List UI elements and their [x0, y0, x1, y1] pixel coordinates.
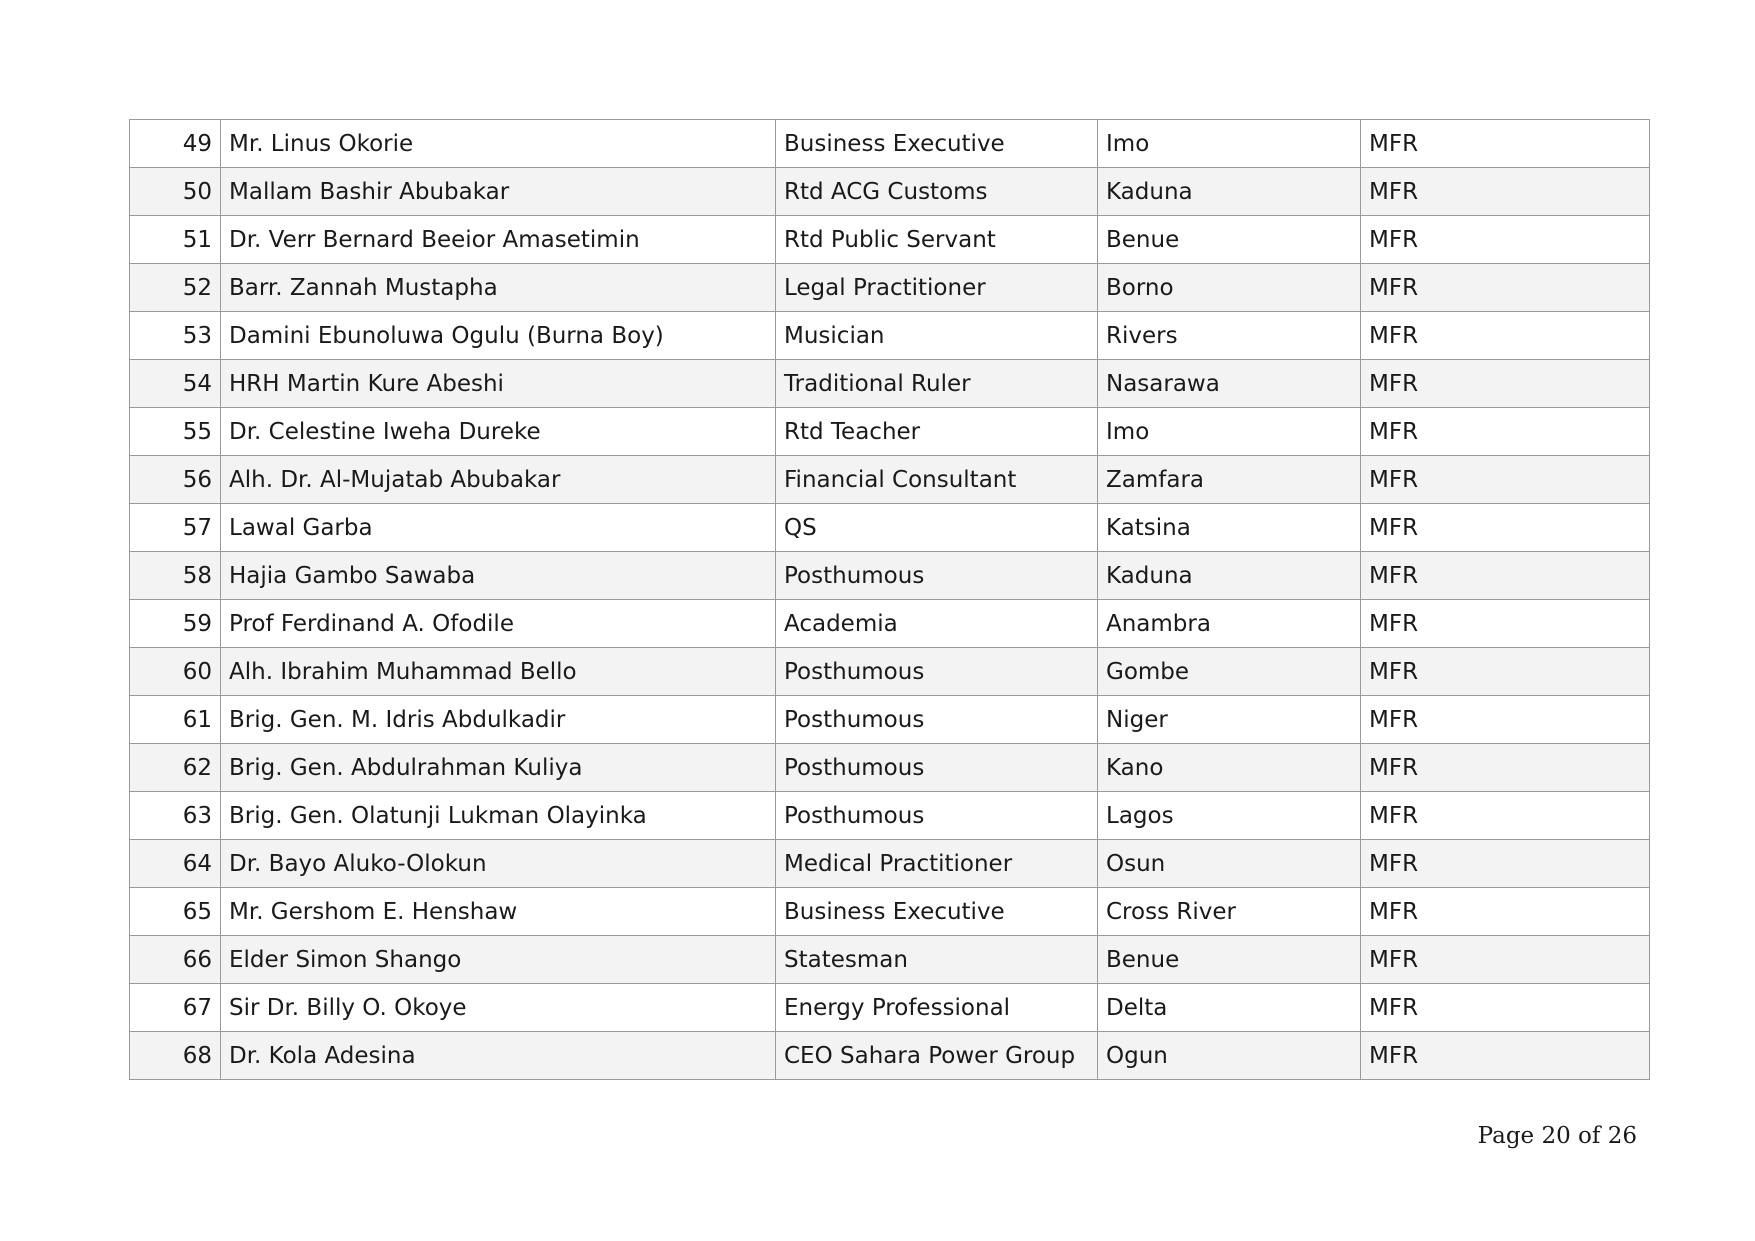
serial-number-cell: 67	[130, 984, 221, 1032]
serial-number-cell: 51	[130, 216, 221, 264]
award-cell: MFR	[1361, 312, 1650, 360]
occupation-cell: Rtd Teacher	[776, 408, 1098, 456]
serial-number-cell: 62	[130, 744, 221, 792]
table-row	[130, 744, 1650, 792]
serial-number-cell: 54	[130, 360, 221, 408]
state-cell: Benue	[1098, 936, 1361, 984]
state-cell: Ogun	[1098, 1032, 1361, 1080]
occupation-cell: Posthumous	[776, 648, 1098, 696]
state-cell: Niger	[1098, 696, 1361, 744]
serial-number-cell: 52	[130, 264, 221, 312]
occupation-cell: Legal Practitioner	[776, 264, 1098, 312]
name-cell: Barr. Zannah Mustapha	[221, 264, 776, 312]
state-cell: Borno	[1098, 264, 1361, 312]
award-cell: MFR	[1361, 792, 1650, 840]
table-row	[130, 696, 1650, 744]
state-cell: Zamfara	[1098, 456, 1361, 504]
name-cell: Dr. Bayo Aluko-Olokun	[221, 840, 776, 888]
serial-number-cell: 68	[130, 1032, 221, 1080]
occupation-cell: Rtd Public Servant	[776, 216, 1098, 264]
state-cell: Lagos	[1098, 792, 1361, 840]
occupation-cell: Posthumous	[776, 744, 1098, 792]
occupation-cell: Posthumous	[776, 696, 1098, 744]
name-cell: Dr. Verr Bernard Beeior Amasetimin	[221, 216, 776, 264]
award-cell: MFR	[1361, 840, 1650, 888]
award-cell: MFR	[1361, 264, 1650, 312]
state-cell: Imo	[1098, 120, 1361, 168]
table-row	[130, 888, 1650, 936]
occupation-cell: QS	[776, 504, 1098, 552]
occupation-cell: Energy Professional	[776, 984, 1098, 1032]
award-cell: MFR	[1361, 696, 1650, 744]
name-cell: Alh. Dr. Al-Mujatab Abubakar	[221, 456, 776, 504]
award-cell: MFR	[1361, 600, 1650, 648]
occupation-cell: CEO Sahara Power Group	[776, 1032, 1098, 1080]
name-cell: Lawal Garba	[221, 504, 776, 552]
table-row	[130, 264, 1650, 312]
table-row	[130, 984, 1650, 1032]
award-cell: MFR	[1361, 504, 1650, 552]
name-cell: Alh. Ibrahim Muhammad Bello	[221, 648, 776, 696]
table-row	[130, 552, 1650, 600]
table-row	[130, 360, 1650, 408]
occupation-cell: Rtd ACG Customs	[776, 168, 1098, 216]
name-cell: Hajia Gambo Sawaba	[221, 552, 776, 600]
table-row	[130, 216, 1650, 264]
award-cell: MFR	[1361, 552, 1650, 600]
serial-number-cell: 59	[130, 600, 221, 648]
occupation-cell: Posthumous	[776, 792, 1098, 840]
name-cell: HRH Martin Kure Abeshi	[221, 360, 776, 408]
award-cell: MFR	[1361, 168, 1650, 216]
serial-number-cell: 55	[130, 408, 221, 456]
award-cell: MFR	[1361, 648, 1650, 696]
page-number: Page 20 of 26	[1477, 1123, 1637, 1149]
serial-number-cell: 66	[130, 936, 221, 984]
serial-number-cell: 58	[130, 552, 221, 600]
award-cell: MFR	[1361, 456, 1650, 504]
state-cell: Katsina	[1098, 504, 1361, 552]
serial-number-cell: 65	[130, 888, 221, 936]
serial-number-cell: 57	[130, 504, 221, 552]
state-cell: Imo	[1098, 408, 1361, 456]
state-cell: Cross River	[1098, 888, 1361, 936]
award-cell: MFR	[1361, 984, 1650, 1032]
name-cell: Sir Dr. Billy O. Okoye	[221, 984, 776, 1032]
name-cell: Brig. Gen. Abdulrahman Kuliya	[221, 744, 776, 792]
table-row	[130, 840, 1650, 888]
table-row	[130, 600, 1650, 648]
award-cell: MFR	[1361, 216, 1650, 264]
table-row	[130, 648, 1650, 696]
table-row	[130, 168, 1650, 216]
award-cell: MFR	[1361, 120, 1650, 168]
occupation-cell: Statesman	[776, 936, 1098, 984]
name-cell: Mr. Gershom E. Henshaw	[221, 888, 776, 936]
name-cell: Mr. Linus Okorie	[221, 120, 776, 168]
occupation-cell: Traditional Ruler	[776, 360, 1098, 408]
state-cell: Kaduna	[1098, 552, 1361, 600]
table-row	[130, 312, 1650, 360]
serial-number-cell: 60	[130, 648, 221, 696]
name-cell: Damini Ebunoluwa Ogulu (Burna Boy)	[221, 312, 776, 360]
state-cell: Rivers	[1098, 312, 1361, 360]
award-cell: MFR	[1361, 360, 1650, 408]
state-cell: Anambra	[1098, 600, 1361, 648]
honours-table-body	[130, 120, 1650, 1080]
state-cell: Benue	[1098, 216, 1361, 264]
serial-number-cell: 61	[130, 696, 221, 744]
occupation-cell: Posthumous	[776, 552, 1098, 600]
occupation-cell: Musician	[776, 312, 1098, 360]
award-cell: MFR	[1361, 744, 1650, 792]
table-row	[130, 1032, 1650, 1080]
state-cell: Kano	[1098, 744, 1361, 792]
award-cell: MFR	[1361, 1032, 1650, 1080]
occupation-cell: Business Executive	[776, 120, 1098, 168]
table-row	[130, 120, 1650, 168]
table-row	[130, 408, 1650, 456]
table-row	[130, 504, 1650, 552]
name-cell: Prof Ferdinand A. Ofodile	[221, 600, 776, 648]
state-cell: Kaduna	[1098, 168, 1361, 216]
state-cell: Delta	[1098, 984, 1361, 1032]
serial-number-cell: 49	[130, 120, 221, 168]
award-cell: MFR	[1361, 936, 1650, 984]
name-cell: Dr. Celestine Iweha Dureke	[221, 408, 776, 456]
table-row	[130, 936, 1650, 984]
table-row	[130, 456, 1650, 504]
honours-table	[129, 119, 1650, 1080]
occupation-cell: Medical Practitioner	[776, 840, 1098, 888]
table-row	[130, 792, 1650, 840]
serial-number-cell: 63	[130, 792, 221, 840]
serial-number-cell: 53	[130, 312, 221, 360]
occupation-cell: Academia	[776, 600, 1098, 648]
serial-number-cell: 56	[130, 456, 221, 504]
occupation-cell: Financial Consultant	[776, 456, 1098, 504]
name-cell: Brig. Gen. Olatunji Lukman Olayinka	[221, 792, 776, 840]
occupation-cell: Business Executive	[776, 888, 1098, 936]
name-cell: Mallam Bashir Abubakar	[221, 168, 776, 216]
name-cell: Elder Simon Shango	[221, 936, 776, 984]
state-cell: Nasarawa	[1098, 360, 1361, 408]
award-cell: MFR	[1361, 408, 1650, 456]
award-cell: MFR	[1361, 888, 1650, 936]
serial-number-cell: 50	[130, 168, 221, 216]
name-cell: Brig. Gen. M. Idris Abdulkadir	[221, 696, 776, 744]
name-cell: Dr. Kola Adesina	[221, 1032, 776, 1080]
serial-number-cell: 64	[130, 840, 221, 888]
state-cell: Osun	[1098, 840, 1361, 888]
state-cell: Gombe	[1098, 648, 1361, 696]
